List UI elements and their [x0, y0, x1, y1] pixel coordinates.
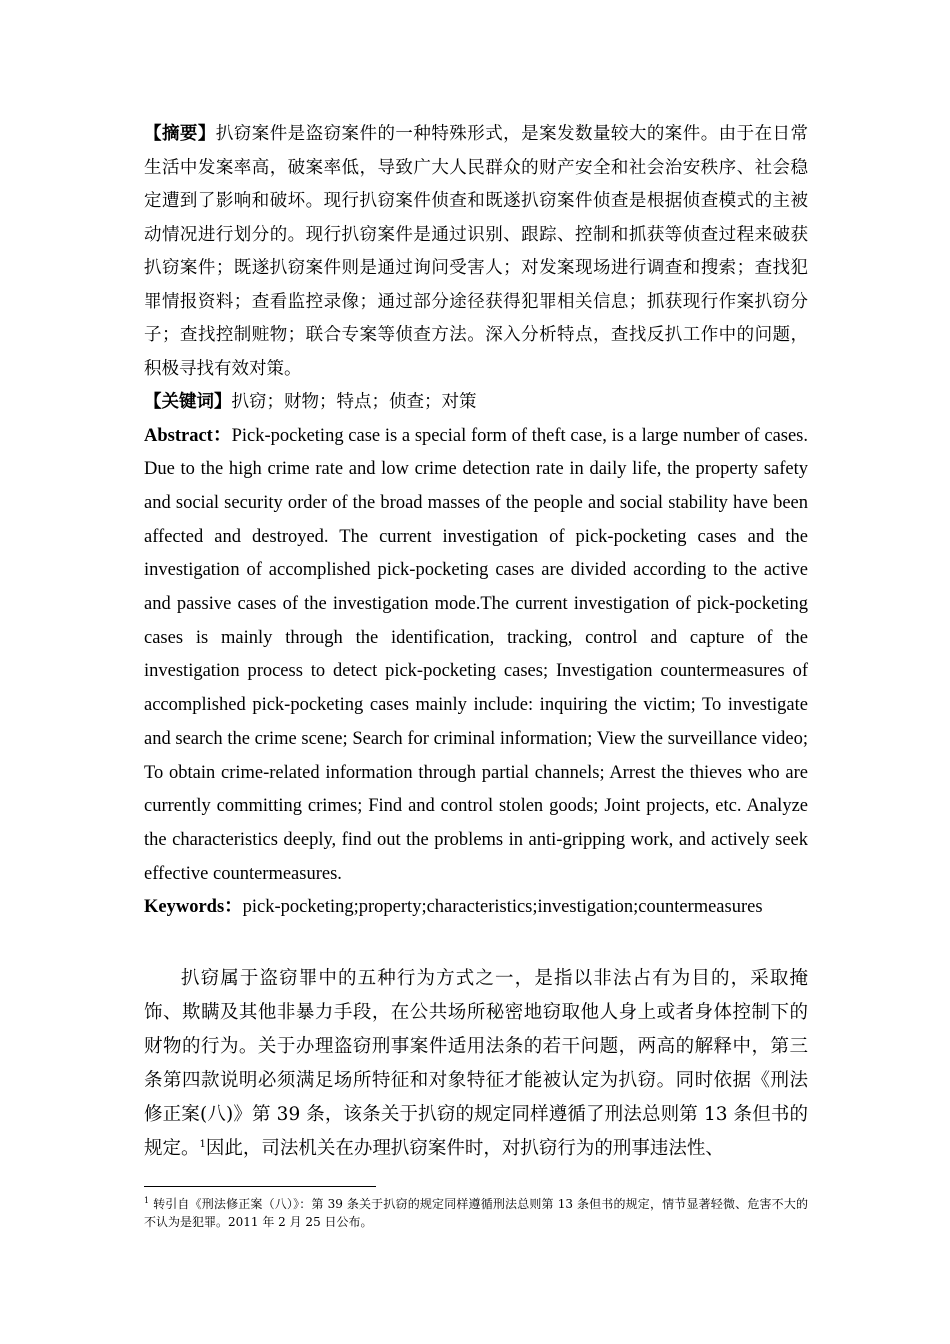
keywords-en [144, 891, 808, 925]
body-text-before-ref: 扒窃属于盗窃罪中的五种行为方式之一，是指以非法占有为目的，采取掩饰、欺瞒及其他非暴力手段，在公共场所秘密地窃取他人身上或者身体控制下的财物的行为。关于办理盗窃刑事案件适用法条的若干问题，两高的解释中，第三条第四款说明必须满足场所特征和对象特征才能被认定为扒窃。同时依据《刑法修正案(八)》第 39 条，该条关于扒窃的规定同样遵循了刑法总则第 13 条但书的规定。 [144, 968, 808, 1160]
body-text-after-ref: 因此，司法机关在办理扒窃案件时，对扒窃行为的刑事违法性、 [205, 1138, 724, 1160]
keywords-en-label: Keywords： [144, 897, 243, 918]
footnote-reference[interactable]: 1 [199, 1138, 206, 1150]
document-page [144, 118, 808, 1166]
abstract-en-text: Pick-pocketing case is a special form of theft case, is a large number of cases. Due to the high crime rate and low crime detection rate in daily life, the property safety and social security order of the broad masses of the people and social stability have been affected and destroyed. The current investigation of pick-pocketing cases and the investigation of accomplished pick-pocketing cases are divided according to the active and passive cases of the investigation mode.The current investigation of pick-pocketing cases is mainly through the identification, tracking, control and capture of the investigation process to detect pick-pocketing cases; Investigation countermeasures of accomplished pick-pocketing cases mainly include: inquiring the victim; To investigate and search the crime scene; Search for criminal information; View the surveillance video; To obtain crime-related information through partial channels; Arrest the thieves who are currently committing crimes; Find and control stolen goods; Joint projects, etc. Analyze the characteristics deeply, find out the problems in anti-gripping work, and actively seek effective countermeasures. [144, 425, 809, 884]
keywords-cn-text: 扒窃；财物；特点；侦查；对策 [231, 392, 477, 412]
keywords-en-text: pick-pocketing;property;characteristics;investigation;countermeasures [242, 897, 763, 918]
footnote-text: 转引自《刑法修正案（八）》：第 39 条关于扒窃的规定同样遵循刑法总则第 13 条但书的规定，情节显著轻微、危害不大的不认为是犯罪。2011 年 2 月 25 日公布。 [144, 1197, 808, 1229]
abstract-cn-label: 【摘要】 [144, 124, 216, 144]
abstract-cn-text: 扒窃案件是盗窃案件的一种特殊形式，是案发数量较大的案件。由于在日常生活中发案率高，破案率低，导致广大人民群众的财产安全和社会治安秩序、社会稳定遭到了影响和破坏。现行扒窃案件侦查和既遂扒窃案件侦查是根据侦查模式的主被动情况进行划分的。现行扒窃案件是通过识别、跟踪、控制和抓获等侦查过程来破获扒窃案件；既遂扒窃案件则是通过询问受害人；对发案现场进行调查和搜索；查找犯罪情报资料；查看监控录像；通过部分途径获得犯罪相关信息；抓获现行作案扒窃分子；查找控制赃物；联合专案等侦查方法。深入分析特点，查找反扒工作中的问题，积极寻找有效对策。 [144, 124, 809, 379]
body-paragraph [144, 962, 808, 1166]
footnote-divider [144, 1186, 376, 1187]
keywords-cn [144, 386, 808, 420]
abstract-en [144, 420, 808, 892]
keywords-cn-label: 【关键词】 [144, 392, 232, 412]
abstract-cn [144, 118, 808, 386]
footnote [144, 1195, 808, 1231]
footnote-mark: 1 [144, 1196, 150, 1205]
abstract-en-label: Abstract： [144, 425, 232, 446]
